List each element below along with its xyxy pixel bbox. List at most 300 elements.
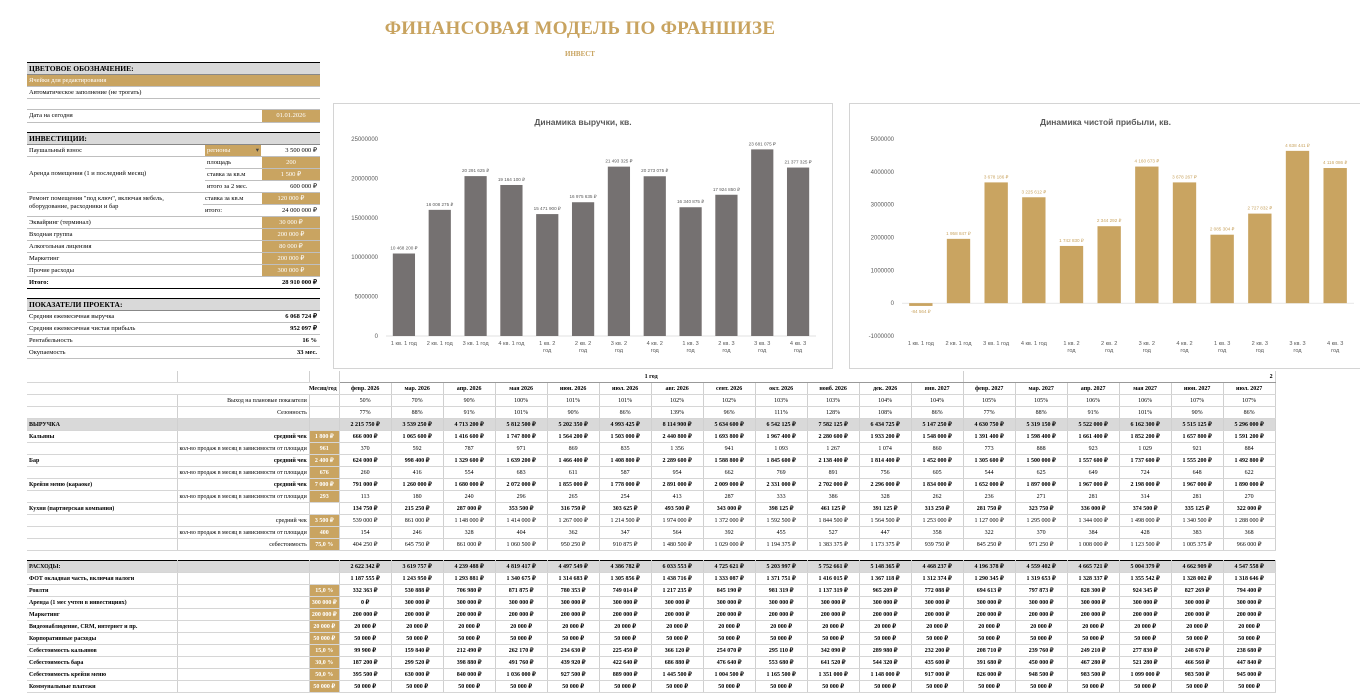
investment-item-input[interactable]: 30 000 ₽ [262, 217, 320, 228]
value-cell: 948 500 ₽ [1015, 669, 1067, 681]
row-sublabel [177, 585, 309, 597]
value-cell: 50 000 ₽ [651, 681, 703, 693]
investments-panel [27, 132, 320, 289]
investment-item-input[interactable]: 200 000 ₽ [262, 253, 320, 264]
value-cell: 50 000 ₽ [495, 633, 547, 645]
value-cell: 5 148 365 ₽ [859, 561, 911, 573]
value-cell: 50 000 ₽ [1171, 633, 1223, 645]
date-row [27, 109, 320, 123]
value-cell: 945 000 ₽ [1223, 669, 1275, 681]
value-cell: 262 [911, 491, 963, 503]
row-label [27, 491, 177, 503]
value-cell: 262 170 ₽ [495, 645, 547, 657]
value-cell: 20 000 ₽ [859, 621, 911, 633]
row-sublabel [177, 609, 309, 621]
value-cell: 50 000 ₽ [703, 681, 755, 693]
value-cell: 300 000 ₽ [547, 597, 599, 609]
value-cell: 353 500 ₽ [495, 503, 547, 515]
x-tick-label: 1 кв. 3 [1214, 341, 1231, 347]
value-cell: 200 000 ₽ [859, 609, 911, 621]
value-cell: 554 [443, 467, 495, 479]
data-label: 21 493 325 ₽ [605, 158, 633, 164]
value-cell: 314 [1119, 491, 1171, 503]
value-cell: 50 000 ₽ [443, 681, 495, 693]
value-cell: 20 000 ₽ [1223, 621, 1275, 633]
value-cell: 106% [1119, 395, 1171, 407]
value-cell: 971 250 ₽ [1015, 539, 1067, 551]
row-sublabel: себестоимость [177, 539, 309, 551]
y-tick-label: 4000000 [870, 169, 894, 176]
data-label: 3 678 186 ₽ [983, 174, 1009, 180]
value-cell: 6 162 300 ₽ [1119, 419, 1171, 431]
value-cell: 1 933 200 ₽ [859, 431, 911, 443]
row-parameter[interactable]: 2 400 ₽ [309, 455, 339, 467]
value-cell: 383 [1171, 527, 1223, 539]
value-cell: 128% [807, 407, 859, 419]
revenue-chart-title: Динамика выручки, кв. [534, 117, 632, 127]
investment-item-input[interactable]: 80 000 ₽ [262, 241, 320, 252]
value-cell: 200 000 ₽ [443, 609, 495, 621]
month-header: апр. 2026 [443, 383, 495, 395]
value-cell: 398 880 ₽ [443, 657, 495, 669]
row-parameter[interactable]: 400 [309, 527, 339, 539]
table-row [27, 573, 1275, 585]
value-cell: 2 702 000 ₽ [807, 479, 859, 491]
x-tick-label: 3 кв. 2 [610, 341, 628, 347]
value-cell: 1 897 000 ₽ [1015, 479, 1067, 491]
value-cell: 1 588 800 ₽ [703, 455, 755, 467]
row-parameter[interactable]: 300 000 ₽ [309, 597, 339, 609]
value-cell: 20 000 ₽ [807, 621, 859, 633]
row-parameter[interactable]: 20 000 ₽ [309, 621, 339, 633]
value-cell: 1 333 087 ₽ [703, 573, 755, 585]
repair-total-value: 24 000 000 ₽ [281, 207, 317, 214]
bar [1097, 226, 1120, 303]
value-cell: 1 391 400 ₽ [963, 431, 1015, 443]
value-cell: 1 148 000 ₽ [859, 669, 911, 681]
value-cell: 791 000 ₽ [339, 479, 391, 491]
value-cell: 107% [1223, 395, 1275, 407]
blank-cell [755, 551, 807, 561]
data-label: 4 116 086 ₽ [1323, 160, 1348, 166]
blank-cell [963, 551, 1015, 561]
value-cell: 246 [391, 527, 443, 539]
value-cell: 845 250 ₽ [963, 539, 1015, 551]
value-cell: 1 127 000 ₽ [963, 515, 1015, 527]
value-cell: 200 000 ₽ [547, 609, 599, 621]
x-tick-label: 1 кв. 1 год [907, 341, 934, 347]
y-tick-label: 25000000 [351, 137, 378, 143]
bar [500, 185, 522, 336]
value-cell: 300 000 ₽ [755, 597, 807, 609]
row-parameter[interactable]: 293 [309, 491, 339, 503]
value-cell: 300 000 ₽ [859, 597, 911, 609]
value-cell: 493 500 ₽ [651, 503, 703, 515]
kpi-value: 16 % [302, 337, 317, 344]
row-parameter[interactable]: 15,0 % [309, 585, 339, 597]
value-cell: 1 340 500 ₽ [1171, 515, 1223, 527]
value-cell: 1 367 118 ₽ [859, 573, 911, 585]
value-cell: 871 875 ₽ [495, 585, 547, 597]
value-cell: 2 280 600 ₽ [807, 431, 859, 443]
month-header: июл. 2026 [599, 383, 651, 395]
value-cell: 1 123 500 ₽ [1119, 539, 1171, 551]
value-cell: 313 250 ₽ [911, 503, 963, 515]
value-cell: 100% [495, 395, 547, 407]
profit-chart-svg [850, 104, 1360, 368]
row-sublabel [177, 633, 309, 645]
row-parameter[interactable]: 200 000 ₽ [309, 609, 339, 621]
value-cell: 88% [391, 407, 443, 419]
value-cell: 50 000 ₽ [495, 681, 547, 693]
value-cell: 254 [599, 491, 651, 503]
value-cell: 101% [495, 407, 547, 419]
value-cell: 1 657 800 ₽ [1171, 431, 1223, 443]
investments-title: ИНВЕСТИЦИИ: [27, 132, 320, 145]
x-tick-label: год [722, 348, 731, 354]
row-parameter [309, 395, 339, 407]
value-cell: 90% [443, 395, 495, 407]
value-cell: 4 497 549 ₽ [547, 561, 599, 573]
value-cell: 1 844 500 ₽ [807, 515, 859, 527]
value-cell: 404 [495, 527, 547, 539]
value-cell: 1 137 319 ₽ [807, 585, 859, 597]
row-sublabel [177, 657, 309, 669]
x-tick-label: 2 кв. 2 [1101, 341, 1118, 347]
blank-cell [443, 551, 495, 561]
value-cell: 4 713 200 ₽ [443, 419, 495, 431]
value-cell: 2 622 342 ₽ [339, 561, 391, 573]
row-parameter[interactable]: 50 000 ₽ [309, 633, 339, 645]
value-cell: 300 000 ₽ [703, 597, 755, 609]
blank-cell [859, 551, 911, 561]
table-row [27, 515, 1275, 527]
bar [1286, 151, 1309, 303]
date-label: Дата на сегодня [29, 112, 73, 119]
value-cell: 1 661 400 ₽ [1067, 431, 1119, 443]
month-header: окт. 2026 [755, 383, 807, 395]
value-cell: 521 280 ₽ [1119, 657, 1171, 669]
value-cell: 322 000 ₽ [1223, 503, 1275, 515]
value-cell: 50 000 ₽ [859, 633, 911, 645]
value-cell: 1 290 345 ₽ [963, 573, 1015, 585]
investment-item-label: Прочие расходы [29, 267, 74, 274]
row-parameter[interactable]: 75,0 % [309, 539, 339, 551]
value-cell: 891 [807, 467, 859, 479]
value-cell: 1 328 002 ₽ [1171, 573, 1223, 585]
x-tick-label: 2 кв. 3 [718, 341, 735, 347]
value-cell: 950 250 ₽ [547, 539, 599, 551]
rent-label: Аренда помещения (1 и последний месяц) [29, 170, 147, 177]
value-cell: 1 355 542 ₽ [1119, 573, 1171, 585]
row-parameter[interactable]: 50 000 ₽ [309, 681, 339, 693]
row-parameter [309, 503, 339, 515]
kpi-label: Средняя ежемесячная выручка [29, 313, 115, 320]
value-cell: 5 522 000 ₽ [1067, 419, 1119, 431]
value-cell: 5 812 500 ₽ [495, 419, 547, 431]
value-cell: 113 [339, 491, 391, 503]
value-cell: 20 000 ₽ [651, 621, 703, 633]
value-cell: 1 036 000 ₽ [495, 669, 547, 681]
profit-chart-title: Динамика чистой прибыли, кв. [1040, 117, 1171, 127]
value-cell: 1 372 000 ₽ [703, 515, 755, 527]
row-parameter[interactable]: 15,0 % [309, 645, 339, 657]
table-row [27, 551, 1275, 561]
blank-cell [1223, 551, 1275, 561]
blank-cell [309, 551, 339, 561]
value-cell: 215 250 ₽ [391, 503, 443, 515]
x-tick-label: 3 кв. 1 год [983, 341, 1010, 347]
date-input[interactable]: 01.01.2026 [262, 110, 320, 122]
value-cell: 3 539 250 ₽ [391, 419, 443, 431]
blank-cell [27, 551, 177, 561]
value-cell: 50 000 ₽ [963, 681, 1015, 693]
value-cell: 1 408 800 ₽ [599, 455, 651, 467]
value-cell: 1 008 000 ₽ [1067, 539, 1119, 551]
financial-table [27, 371, 1276, 693]
row-sublabel [177, 669, 309, 681]
row-parameter [309, 419, 339, 431]
color-legend [27, 62, 320, 99]
value-cell: 335 125 ₽ [1171, 503, 1223, 515]
value-cell: 1 383 375 ₽ [807, 539, 859, 551]
table-row [27, 443, 1275, 455]
value-cell: 435 600 ₽ [911, 657, 963, 669]
value-cell: 447 [859, 527, 911, 539]
investment-item-input[interactable]: 300 000 ₽ [262, 265, 320, 276]
row-parameter[interactable]: 1 800 ₽ [309, 431, 339, 443]
value-cell: 300 000 ₽ [1119, 597, 1171, 609]
value-cell: 1 592 500 ₽ [755, 515, 807, 527]
value-cell: 287 000 ₽ [443, 503, 495, 515]
value-cell: 630 000 ₽ [391, 669, 443, 681]
value-cell: 392 [703, 527, 755, 539]
month-header: авг. 2026 [651, 383, 703, 395]
value-cell: 107% [1171, 395, 1223, 407]
value-cell: 1 340 675 ₽ [495, 573, 547, 585]
value-cell: 108% [859, 407, 911, 419]
value-cell: 20 000 ₽ [1171, 621, 1223, 633]
row-label: Себестоимость крейзи меню [27, 669, 177, 681]
value-cell: 860 [911, 443, 963, 455]
row-parameter[interactable]: 676 [309, 467, 339, 479]
value-cell: 238 680 ₽ [1223, 645, 1275, 657]
data-label: 3 678 267 ₽ [1172, 174, 1197, 180]
value-cell: 1 305 856 ₽ [599, 573, 651, 585]
row-sublabel [177, 645, 309, 657]
kpi-value: 952 097 ₽ [290, 325, 317, 332]
bar [429, 210, 451, 336]
value-cell: 1 099 000 ₽ [1119, 669, 1171, 681]
repair-rate-label: ставка за кв.м [205, 195, 244, 202]
value-cell: 1 243 950 ₽ [391, 573, 443, 585]
bar [1323, 168, 1346, 303]
value-cell: 827 269 ₽ [1171, 585, 1223, 597]
value-cell: 1 312 374 ₽ [911, 573, 963, 585]
x-tick-label: 4 кв. 2 [1176, 341, 1193, 347]
value-cell: 236 [963, 491, 1015, 503]
month-header: мар. 2026 [391, 383, 443, 395]
bar [1173, 182, 1196, 303]
investment-item-input[interactable]: 200 000 ₽ [262, 229, 320, 240]
x-tick-label: 4 кв. 2 [646, 341, 663, 347]
month-header: нояб. 2026 [807, 383, 859, 395]
value-cell: 1 548 000 ₽ [911, 431, 963, 443]
data-label: 4 160 673 ₽ [1134, 158, 1160, 164]
value-cell: 200 000 ₽ [599, 609, 651, 621]
value-cell: 208 710 ₽ [963, 645, 1015, 657]
value-cell: 422 640 ₽ [599, 657, 651, 669]
row-label: Корпоративные расходы [27, 633, 177, 645]
value-cell: 845 190 ₽ [703, 585, 755, 597]
value-cell: 4 559 402 ₽ [1015, 561, 1067, 573]
value-cell: 439 920 ₽ [547, 657, 599, 669]
row-label: РАСХОДЫ: [27, 561, 177, 573]
value-cell: 200 000 ₽ [703, 609, 755, 621]
value-cell: 20 000 ₽ [443, 621, 495, 633]
bar [1135, 167, 1158, 304]
blank-cell [1171, 551, 1223, 561]
value-cell: 300 000 ₽ [599, 597, 651, 609]
value-cell: 1 503 000 ₽ [599, 431, 651, 443]
value-cell: 300 000 ₽ [443, 597, 495, 609]
value-cell: 5 004 379 ₽ [1119, 561, 1171, 573]
value-cell: 666 000 ₽ [339, 431, 391, 443]
value-cell: 281 [1067, 491, 1119, 503]
row-label [27, 407, 177, 419]
bar [1210, 235, 1233, 303]
value-cell: 1 351 000 ₽ [807, 669, 859, 681]
value-cell: 50 000 ₽ [599, 633, 651, 645]
value-cell: 154 [339, 527, 391, 539]
value-cell: 50 000 ₽ [911, 633, 963, 645]
value-cell: 50 000 ₽ [1015, 633, 1067, 645]
x-tick-label: год [1331, 348, 1340, 354]
value-cell: 103% [755, 395, 807, 407]
value-cell: 1 974 000 ₽ [651, 515, 703, 527]
value-cell: 287 [703, 491, 755, 503]
table-row [27, 419, 1275, 431]
value-cell: 4 386 782 ₽ [599, 561, 651, 573]
month-header: сент. 2026 [703, 383, 755, 395]
value-cell: 50 000 ₽ [391, 633, 443, 645]
row-label: Крейзи меню (караоке) [27, 479, 177, 491]
value-cell: 428 [1119, 527, 1171, 539]
value-cell: 1 093 [755, 443, 807, 455]
repair-total-label: итого: [205, 207, 223, 214]
value-cell: 1 557 600 ₽ [1067, 455, 1119, 467]
value-cell: 2 072 000 ₽ [495, 479, 547, 491]
region-select[interactable]: регионы ▾ [207, 147, 260, 154]
blank-cell [1015, 551, 1067, 561]
rent-rate-input[interactable]: 1 500 ₽ [262, 169, 320, 180]
month-header: дек. 2026 [859, 383, 911, 395]
row-label [27, 527, 177, 539]
value-cell: 50 000 ₽ [547, 681, 599, 693]
value-cell: 1 492 800 ₽ [1223, 455, 1275, 467]
data-label: -84 564 ₽ [910, 308, 931, 314]
row-parameter[interactable]: 7 000 ₽ [309, 479, 339, 491]
value-cell: 50 000 ₽ [443, 633, 495, 645]
value-cell: 20 000 ₽ [755, 621, 807, 633]
bar [984, 182, 1007, 303]
value-cell: 530 888 ₽ [391, 585, 443, 597]
rent-area-input[interactable]: 200 [262, 157, 320, 168]
value-cell: 917 000 ₽ [911, 669, 963, 681]
value-cell: 889 000 ₽ [599, 669, 651, 681]
value-cell: 4 725 621 ₽ [703, 561, 755, 573]
value-cell: 88% [1015, 407, 1067, 419]
row-parameter[interactable]: 30,0 % [309, 657, 339, 669]
value-cell: 50 000 ₽ [599, 681, 651, 693]
row-parameter[interactable]: 3 500 ₽ [309, 515, 339, 527]
value-cell: 300 000 ₽ [391, 597, 443, 609]
rent-area-label: площадь [207, 159, 232, 166]
value-cell: 611 [547, 467, 599, 479]
year-header-row [27, 371, 1275, 383]
month-header: февр. 2027 [963, 383, 1015, 395]
value-cell: 1 852 200 ₽ [1119, 431, 1171, 443]
row-label: Кухня (партнерская компания) [27, 503, 177, 515]
value-cell: 861 000 ₽ [443, 539, 495, 551]
value-cell: 374 500 ₽ [1119, 503, 1171, 515]
value-cell: 384 [1067, 527, 1119, 539]
value-cell: 1 305 600 ₽ [963, 455, 1015, 467]
value-cell: 105% [1015, 395, 1067, 407]
x-tick-label: 3 кв. 1 год [462, 341, 489, 347]
value-cell: 6 434 725 ₽ [859, 419, 911, 431]
value-cell: 787 [443, 443, 495, 455]
month-header: апр. 2027 [1067, 383, 1119, 395]
value-cell: 1 564 200 ₽ [547, 431, 599, 443]
month-header: февр. 2026 [339, 383, 391, 395]
value-cell: 200 000 ₽ [495, 609, 547, 621]
kpi-panel [27, 298, 320, 359]
value-cell: 362 [547, 527, 599, 539]
value-cell: 50 000 ₽ [1223, 633, 1275, 645]
value-cell: 200 000 ₽ [651, 609, 703, 621]
value-cell: 86% [599, 407, 651, 419]
data-label: 2 344 292 ₽ [1096, 218, 1122, 224]
row-parameter[interactable]: 961 [309, 443, 339, 455]
row-sublabel [177, 621, 309, 633]
value-cell: 101% [599, 395, 651, 407]
value-cell: 4 239 488 ₽ [443, 561, 495, 573]
value-cell: 662 [703, 467, 755, 479]
value-cell: 622 [1223, 467, 1275, 479]
value-cell: 1 217 235 ₽ [651, 585, 703, 597]
value-cell: 77% [339, 407, 391, 419]
value-cell: 101% [547, 395, 599, 407]
row-parameter[interactable]: 50,0 % [309, 669, 339, 681]
value-cell: 50 000 ₽ [1067, 681, 1119, 693]
value-cell: 91% [1067, 407, 1119, 419]
value-cell: 826 000 ₽ [963, 669, 1015, 681]
value-cell: 300 000 ₽ [651, 597, 703, 609]
value-cell: 50 000 ₽ [807, 633, 859, 645]
value-cell: 50% [339, 395, 391, 407]
month-header-label: Месяц/год [27, 383, 339, 395]
repair-rate-input[interactable]: 120 000 ₽ [262, 193, 320, 204]
value-cell: 20 000 ₽ [495, 621, 547, 633]
value-cell: 4 662 909 ₽ [1171, 561, 1223, 573]
x-tick-label: год [543, 348, 552, 354]
value-cell: 921 [1171, 443, 1223, 455]
x-tick-label: год [1255, 348, 1264, 354]
value-cell: 96% [703, 407, 755, 419]
investment-item-label: Маркетинг [29, 255, 60, 262]
row-label: Бар [27, 455, 177, 467]
